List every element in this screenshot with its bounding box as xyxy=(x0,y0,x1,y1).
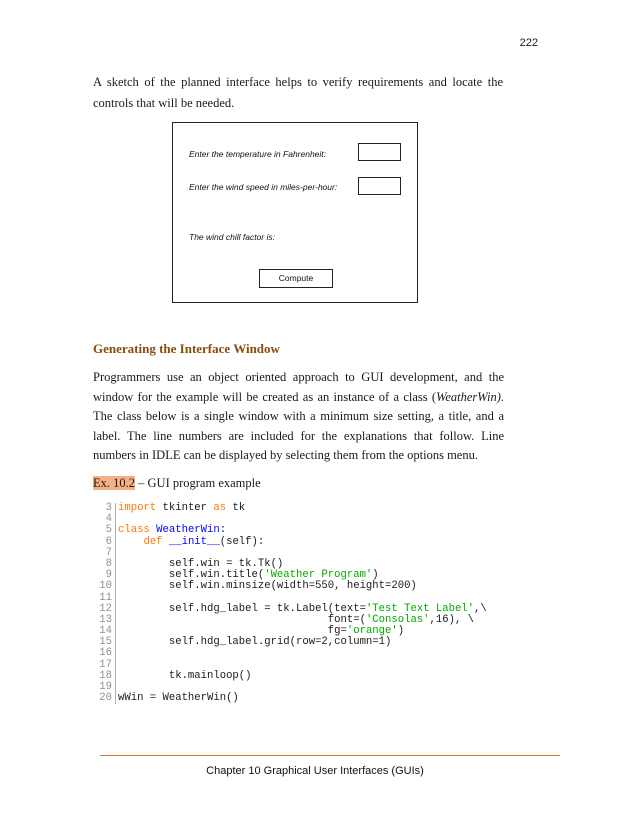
function-definition-name: __init__ xyxy=(168,535,220,548)
sketch-temp-input-box xyxy=(358,143,401,161)
line-number: 10 xyxy=(99,581,116,592)
code-text: ,\ xyxy=(474,602,487,615)
code-text: ) xyxy=(397,625,405,638)
code-text: wWin = WeatherWin() xyxy=(118,692,239,705)
string-literal: 'Test Text Label' xyxy=(365,602,475,615)
code-text: fg= xyxy=(118,625,347,638)
code-text: self.win.title( xyxy=(118,569,265,582)
line-number: 11 xyxy=(99,593,116,604)
code-text: font=( xyxy=(118,613,366,626)
body-text-part1: Programmers use an object oriented approach to GUI development, and the window for the example will be created as an instance of a class ( xyxy=(93,370,504,404)
string-literal: 'Consolas' xyxy=(365,613,430,626)
line-number: 9 xyxy=(99,570,116,581)
body-text-part2: . The class below is a single window with a minimum size setting, a title, and a label. The line numbers are included for the explanations that follow. Line numbers in IDLE can be displayed by selecting them from the options menu. xyxy=(93,389,504,462)
code-text: self.hdg_label.grid(row=2,column=1) xyxy=(118,636,392,649)
string-literal: 'Weather Program' xyxy=(264,569,373,582)
sketch-temp-label: Enter the temperature in Fahrenheit: xyxy=(189,149,327,159)
code-line xyxy=(99,637,487,648)
interface-sketch xyxy=(172,122,418,303)
code-text: ) xyxy=(372,569,379,582)
line-number: 8 xyxy=(99,559,116,570)
line-number: 4 xyxy=(99,514,116,525)
example-label: Ex. 10.2 xyxy=(93,476,136,490)
code-text: tkinter xyxy=(156,502,214,514)
line-number: 18 xyxy=(99,671,116,682)
string-literal: 'orange' xyxy=(346,625,398,638)
line-number: 12 xyxy=(99,604,116,615)
code-text: : xyxy=(219,524,227,537)
section-heading: Generating the Interface Window xyxy=(93,341,280,356)
line-number: 16 xyxy=(99,648,116,659)
page-footer: Chapter 10 Graphical User Interfaces (GUIs) xyxy=(206,765,424,777)
footer-rule xyxy=(100,755,560,756)
code-line xyxy=(99,537,487,548)
sketch-result-label: The wind chill factor is: xyxy=(189,232,275,242)
code-text xyxy=(118,536,143,548)
line-number: 3 xyxy=(99,503,116,514)
line-number: 6 xyxy=(99,537,116,548)
line-number: 5 xyxy=(99,525,116,536)
example-caption-text: – GUI program example xyxy=(135,476,261,490)
line-number: 17 xyxy=(99,660,116,671)
keyword: def xyxy=(143,535,163,548)
class-definition-name: WeatherWin xyxy=(156,524,220,537)
code-text: (self): xyxy=(219,535,265,548)
sketch-wind-label: Enter the wind speed in miles-per-hour: xyxy=(189,182,338,192)
keyword: import xyxy=(118,502,157,514)
line-number: 15 xyxy=(99,637,116,648)
line-number: 19 xyxy=(99,682,116,693)
code-text: self.win.minsize(width=550, height=200) xyxy=(118,580,417,593)
code-text: ,16), \ xyxy=(429,613,475,626)
line-number: 20 xyxy=(99,693,116,704)
class-name-italic: WeatherWin) xyxy=(436,389,501,404)
keyword: as xyxy=(213,502,227,514)
code-line xyxy=(99,671,487,682)
sketch-wind-input-box xyxy=(358,177,401,195)
page-number: 222 xyxy=(519,37,538,49)
example-caption xyxy=(93,476,261,491)
code-text: tk.mainloop() xyxy=(118,669,252,682)
code-listing xyxy=(99,503,487,704)
keyword: class xyxy=(118,524,150,537)
code-line xyxy=(99,581,487,592)
body-paragraph xyxy=(93,368,504,466)
line-number: 13 xyxy=(99,615,116,626)
code-text: self.win = tk.Tk() xyxy=(118,557,284,570)
sketch-compute-button: Compute xyxy=(259,269,333,288)
code-line xyxy=(99,693,487,704)
line-number: 14 xyxy=(99,626,116,637)
code-line xyxy=(99,648,487,659)
code-line xyxy=(99,503,487,514)
code-text: self.hdg_label = tk.Label(text= xyxy=(118,602,366,615)
intro-paragraph: A sketch of the planned interface helps to verify requirements and locate the controls that will be needed. xyxy=(93,75,503,110)
line-number: 7 xyxy=(99,548,116,559)
code-text: tk xyxy=(226,502,246,514)
